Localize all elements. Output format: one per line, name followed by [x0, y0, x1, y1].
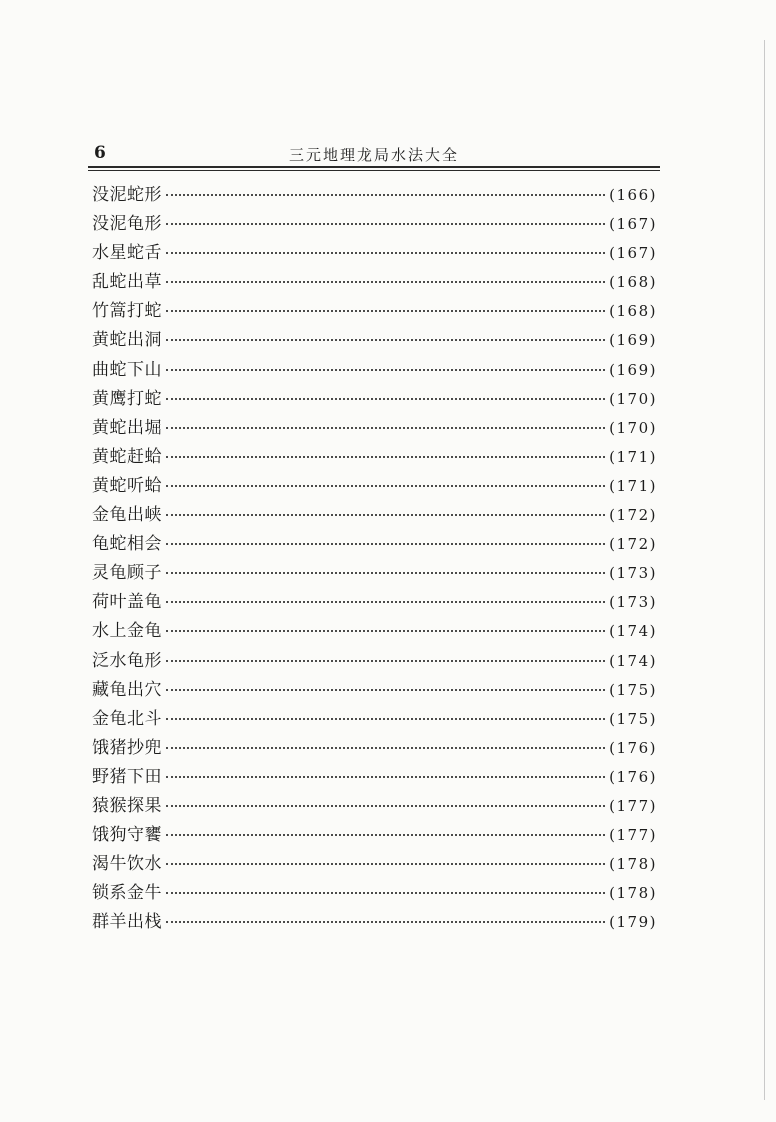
- toc-entry: [92, 879, 657, 908]
- toc-entry-title: 黄蛇出洞: [92, 330, 162, 351]
- toc-entry-title: 饿猪抄兜: [92, 737, 162, 758]
- toc-entry: [92, 501, 657, 530]
- toc-entry: [92, 297, 657, 326]
- toc-entry-title: 藏龟出穴: [92, 679, 162, 700]
- toc-entry-title: 黄蛇听蛤: [92, 475, 162, 496]
- toc-entry-page: (175): [609, 680, 657, 699]
- toc-entry-title: 乱蛇出草: [92, 272, 162, 293]
- toc-entry-page: (170): [609, 389, 657, 408]
- dot-leader: [166, 834, 605, 836]
- dot-leader: [166, 485, 605, 487]
- dot-leader: [166, 456, 605, 458]
- toc-entry-title: 渴牛饮水: [92, 854, 162, 875]
- toc-entry-page: (173): [609, 593, 657, 612]
- dot-leader: [166, 863, 605, 865]
- toc-entry-page: (171): [609, 447, 657, 466]
- toc-entry: [92, 705, 657, 734]
- toc-entry: [92, 647, 657, 676]
- toc-entry: [92, 356, 657, 385]
- toc-entry: [92, 239, 657, 268]
- dot-leader: [166, 892, 605, 894]
- toc-entry: [92, 588, 657, 617]
- toc-entry-title: 没泥龟形: [92, 214, 162, 235]
- toc-entry-page: (167): [609, 244, 657, 263]
- toc-entry: [92, 326, 657, 355]
- toc-entry-page: (179): [609, 913, 657, 932]
- dot-leader: [166, 252, 605, 254]
- toc-entry-page: (169): [609, 331, 657, 350]
- toc-entry: [92, 443, 657, 472]
- page-header: [88, 143, 660, 165]
- page-edge-line: [764, 40, 765, 1100]
- dot-leader: [166, 194, 605, 196]
- toc-entry: [92, 617, 657, 646]
- toc-entry-title: 群羊出栈: [92, 912, 162, 933]
- toc-entry-page: (176): [609, 767, 657, 786]
- toc-entry-title: 金龟北斗: [92, 708, 162, 729]
- toc-entry: [92, 763, 657, 792]
- dot-leader: [166, 398, 605, 400]
- toc-entry-page: (172): [609, 535, 657, 554]
- toc-entry-title: 竹篙打蛇: [92, 301, 162, 322]
- toc-entry-title: 猿猴探果: [92, 795, 162, 816]
- toc-entry-title: 野猪下田: [92, 766, 162, 787]
- toc-entry-page: (167): [609, 215, 657, 234]
- toc-entry-title: 荷叶盖龟: [92, 592, 162, 613]
- dot-leader: [166, 543, 605, 545]
- toc-entry: [92, 210, 657, 239]
- dot-leader: [166, 630, 605, 632]
- toc-entry-page: (178): [609, 855, 657, 874]
- dot-leader: [166, 660, 605, 662]
- toc-entry-page: (171): [609, 476, 657, 495]
- toc-entry-title: 没泥蛇形: [92, 185, 162, 205]
- dot-leader: [166, 427, 605, 429]
- dot-leader: [166, 747, 605, 749]
- toc-entry-page: (172): [609, 506, 657, 525]
- dot-leader: [166, 223, 605, 225]
- dot-leader: [166, 281, 605, 283]
- toc-entry: [92, 559, 657, 588]
- toc-entry-title: 金龟出峡: [92, 505, 162, 526]
- dot-leader: [166, 601, 605, 603]
- toc-entry-page: (166): [609, 186, 657, 204]
- dot-leader: [166, 310, 605, 312]
- dot-leader: [166, 339, 605, 341]
- page-number: 6: [94, 143, 106, 163]
- toc-entry: [92, 385, 657, 414]
- toc-entry-title: 黄蛇出堀: [92, 417, 162, 438]
- toc-entry-title: 锁系金牛: [92, 883, 162, 904]
- toc-entry: [92, 472, 657, 501]
- dot-leader: [166, 921, 605, 923]
- dot-leader: [166, 805, 605, 807]
- toc-entry-title: 黄蛇赶蛤: [92, 446, 162, 467]
- toc-entry-title: 黄鹰打蛇: [92, 388, 162, 409]
- dot-leader: [166, 514, 605, 516]
- header-rule-thick: [88, 166, 660, 168]
- toc-entry-page: (175): [609, 709, 657, 728]
- toc-entry: [92, 181, 657, 210]
- toc-entry-page: (170): [609, 418, 657, 437]
- dot-leader: [166, 689, 605, 691]
- toc-entry-title: 龟蛇相会: [92, 534, 162, 555]
- toc-entry-title: 灵龟顾子: [92, 563, 162, 584]
- toc-entry-page: (174): [609, 651, 657, 670]
- book-title: 三元地理龙局水法大全: [288, 146, 459, 164]
- toc-entry-page: (176): [609, 738, 657, 757]
- toc-entry-title: 水上金龟: [92, 621, 162, 642]
- toc-entry-page: (169): [609, 360, 657, 379]
- toc-entry-page: (178): [609, 884, 657, 903]
- header-rule-thin: [88, 170, 660, 171]
- dot-leader: [166, 572, 605, 574]
- toc-entry: [92, 676, 657, 705]
- toc-entry: [92, 792, 657, 821]
- toc-entry: [92, 414, 657, 443]
- toc-entry-page: (174): [609, 622, 657, 641]
- toc-entry-page: (177): [609, 826, 657, 845]
- toc-entry: [92, 268, 657, 297]
- toc-entry: [92, 850, 657, 879]
- toc-entry: [92, 734, 657, 763]
- toc-entry-title: 饿狗守饔: [92, 825, 162, 846]
- dot-leader: [166, 718, 605, 720]
- toc-entry: [92, 821, 657, 850]
- toc-entry-title: 水星蛇舌: [92, 243, 162, 264]
- toc-entry-title: 曲蛇下山: [92, 359, 162, 380]
- dot-leader: [166, 776, 605, 778]
- toc-entry-page: (168): [609, 302, 657, 321]
- toc-entry-title: 泛水龟形: [92, 650, 162, 671]
- toc-entry-page: (168): [609, 273, 657, 292]
- toc-entry-page: (177): [609, 796, 657, 815]
- table-of-contents: [92, 181, 657, 937]
- toc-entry: [92, 908, 657, 937]
- toc-entry-page: (173): [609, 564, 657, 583]
- toc-entry: [92, 530, 657, 559]
- dot-leader: [166, 369, 605, 371]
